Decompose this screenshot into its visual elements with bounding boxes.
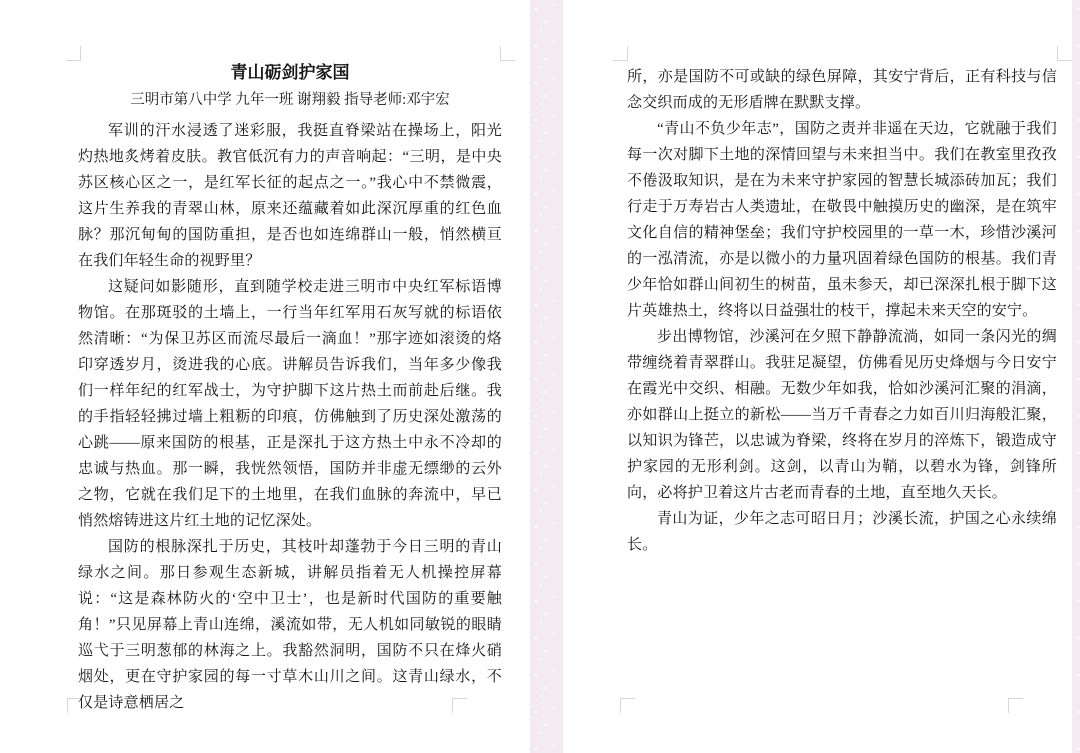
- page-2-text-area[interactable]: [627, 64, 1057, 558]
- page-gutter: [530, 0, 563, 753]
- text-boundary-mark: [613, 46, 628, 61]
- paragraph-6[interactable]: 青山为证，少年之志可昭日月；沙溪长流，护国之心永续绵长。: [627, 511, 1057, 553]
- paragraph-5[interactable]: 步出博物馆，沙溪河在夕照下静静流淌，如同一条闪光的绸带缠绕着青翠群山。我驻足凝望，仿佛看见历史烽烟与今日安宁在霞光中交织、相融。无数少年如我，恰如沙溪河汇聚的涓滴，亦如群山上挺立的新松——当万千青春之力如百川归海般汇聚，以知识为锋芒，以忠诚为脊梁，终将在岁月的淬炼下，锻造成守护家园的无形利剑。这剑，以青山为鞘，以碧水为锋，剑锋所向，必将护卫着这片古老而青春的土地，直至地久天长。: [627, 329, 1057, 501]
- viewer-right-edge: [1072, 0, 1080, 753]
- document-page-1: [0, 0, 530, 753]
- text-boundary-mark: [500, 46, 515, 61]
- paragraph-1[interactable]: 军训的汗水浸透了迷彩服，我挺直脊梁站在操场上，阳光灼热地炙烤着皮肤。教官低沉有力的声音响起：“三明，是中央苏区核心区之一，是红军长征的起点之一。”我心中不禁微震，这片生养我的青翠山林，原来还蕴藏着如此深沉厚重的红色血脉？那沉甸甸的国防重担，是否也如连绵群山一般，悄然横亘在我们年轻生命的视野里？: [78, 123, 502, 269]
- document-title[interactable]: 青山砺剑护家国: [230, 63, 350, 82]
- paragraph-3[interactable]: 国防的根脉深扎于历史，其枝叶却蓬勃于今日三明的青山绿水之间。那日参观生态新城，讲解员指着无人机操控屏幕说：“这是森林防火的‘空中卫士’，也是新时代国防的重要触角！”只见屏幕上青山连绵，溪流如带，无人机如同敏锐的眼睛巡弋于三明葱郁的林海之上。我豁然洞明，国防不只在烽火硝烟处，更在守护家园的每一寸草木山川之间。这青山绿水，不仅是诗意栖居之: [78, 539, 502, 711]
- text-boundary-mark: [620, 698, 635, 713]
- page-1-text-area[interactable]: [78, 62, 502, 716]
- paragraph-3-continued[interactable]: 所，亦是国防不可或缺的绿色屏障，其安宁背后，正有科技与信念交织而成的无形盾牌在默默支撑。: [627, 69, 1057, 111]
- text-boundary-mark: [1008, 698, 1023, 713]
- document-page-2: [563, 0, 1072, 753]
- document-byline[interactable]: 三明市第八中学 九年一班 谢翔毅 指导老师:邓宇宏: [130, 92, 450, 108]
- paragraph-4[interactable]: “青山不负少年志”，国防之责并非遥在天边，它就融于我们每一次对脚下土地的深情回望与未来担当中。我们在教室里孜孜不倦汲取知识，是在为未来守护家园的智慧长城添砖加瓦；我们行走于万寿岩古人类遗址，在敬畏中触摸历史的幽深，是在筑牢文化自信的精神堡垒；我们守护校园里的一草一木，珍惜沙溪河的一泓清流，亦是以微小的力量巩固着绿色国防的根基。我们青少年恰如群山间初生的树苗，虽未参天，却已深深扎根于脚下这片英雄热土，终将以日益强壮的枝干，撑起未来天空的安宁。: [627, 121, 1057, 319]
- paragraph-2[interactable]: 这疑问如影随形，直到随学校走进三明市中央红军标语博物馆。在那斑驳的土墙上，一行当年红军用石灰写就的标语依然清晰：“为保卫苏区而流尽最后一滴血！”那字迹如滚烫的烙印穿透岁月，烫进我的心底。讲解员告诉我们，当年多少像我们一样年纪的红军战士，为守护脚下这片热土而前赴后继。我的手指轻轻拂过墙上粗粝的印痕，仿佛触到了历史深处激荡的心跳——原来国防的根基，正是深扎于这方热土中永不冷却的忠诚与热血。那一瞬，我恍然领悟，国防并非虚无缥缈的云外之物，它就在我们足下的土地里，在我们血脉的奔流中，早已悄然熔铸进这片红土地的记忆深处。: [78, 279, 502, 529]
- text-boundary-mark: [1057, 46, 1072, 61]
- text-boundary-mark: [66, 46, 81, 61]
